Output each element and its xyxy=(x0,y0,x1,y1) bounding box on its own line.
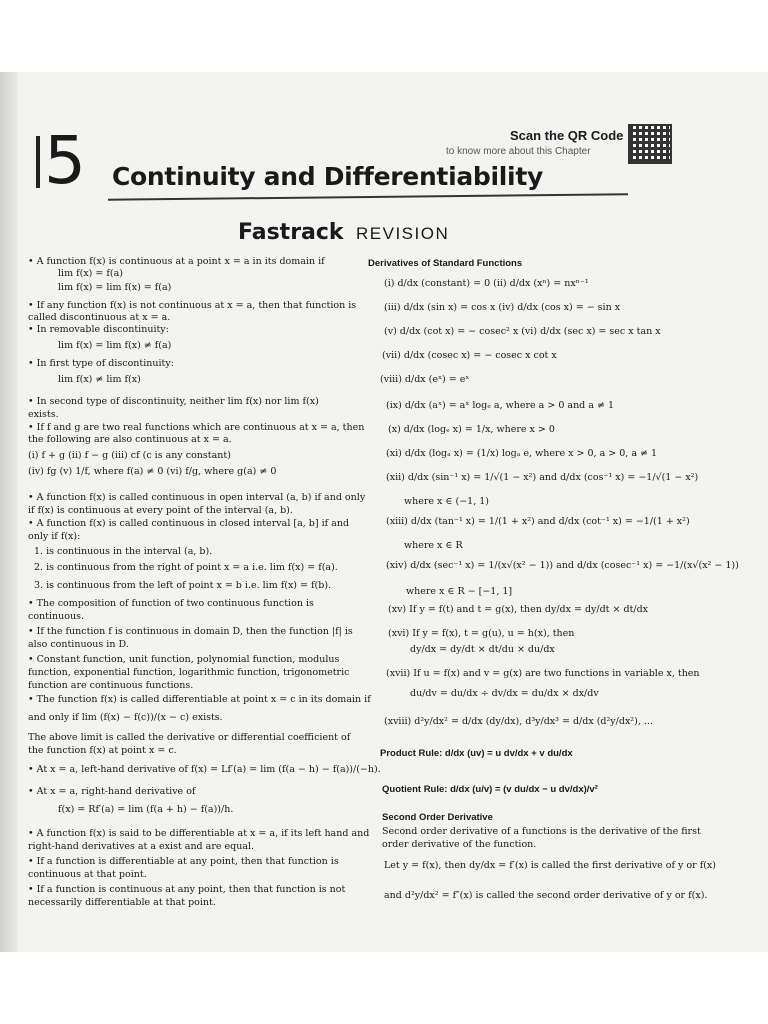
product-rule: Product Rule: d/dx (uv) = u dv/dx + v du/dx xyxy=(380,748,573,759)
right-line: Second order derivative of a functions is the derivative of the first xyxy=(382,826,701,837)
left-line: continuous. xyxy=(28,611,84,622)
left-line: 3. is continuous from the left of point x = b i.e. lim f(x) = f(b). xyxy=(34,580,332,591)
top-margin xyxy=(0,0,768,72)
left-line: • A function f(x) is continuous at a point x = a in its domain if xyxy=(28,256,325,267)
left-line: • If a function is differentiable at any point, then that function is xyxy=(28,856,339,867)
left-line: necessarily differentiable at that point. xyxy=(28,897,216,908)
left-line: • If a function is continuous at any point, then that function is not xyxy=(28,884,346,895)
right-line: (xiii) d/dx (tan⁻¹ x) = 1/(1 + x²) and d/dx (cot⁻¹ x) = −1/(1 + x²) xyxy=(386,516,690,527)
left-line: function are continuous functions. xyxy=(28,680,194,691)
left-line: • In removable discontinuity: xyxy=(28,324,169,335)
right-line: (xi) d/dx (logₐ x) = (1/x) logₐ e, where x > 0, a > 0, a ≠ 1 xyxy=(386,448,658,459)
chapter-number: 5 xyxy=(44,122,86,199)
right-line: where x ∈ R xyxy=(404,540,463,551)
left-line: (i) f + g (ii) f − g (iii) cf (c is any constant) xyxy=(28,450,231,461)
left-line: and only if lim (f(x) − f(c))/(x − c) exists. xyxy=(28,712,223,723)
right-line: Let y = f(x), then dy/dx = f′(x) is called the first derivative of y or f(x) xyxy=(384,860,716,871)
fastrack-brand: Fastrack xyxy=(238,220,344,245)
left-line: • If f and g are two real functions which are continuous at x = a, then xyxy=(28,422,365,433)
left-line: • In first type of discontinuity: xyxy=(28,358,174,369)
left-line: • A function f(x) is called continuous in open interval (a, b) if and only xyxy=(28,492,366,503)
left-line: • The function f(x) is called differentiable at point x = c in its domain if xyxy=(28,694,371,705)
left-line: • If the function f is continuous in domain D, then the function |f| is xyxy=(28,626,353,637)
left-line: • At x = a, left-hand derivative of f(x) = Lf′(a) = lim (f(a − h) − f(a))/(−h). xyxy=(28,764,381,775)
left-line: 2. is continuous from the right of point x = a i.e. lim f(x) = f(a). xyxy=(34,562,338,573)
left-line: lim f(x) ≠ lim f(x) xyxy=(58,374,141,385)
right-line: (xvi) If y = f(x), t = g(u), u = h(x), then xyxy=(388,628,575,639)
left-line: exists. xyxy=(28,409,59,420)
right-line: (xviii) d²y/dx² = d/dx (dy/dx), d³y/dx³ = d/dx (d²y/dx²), ... xyxy=(384,716,653,727)
quotient-rule: Quotient Rule: d/dx (u/v) = (v du/dx − u dv/dx)/v² xyxy=(382,784,598,795)
right-line: (xii) d/dx (sin⁻¹ x) = 1/√(1 − x²) and d/dx (cos⁻¹ x) = −1/√(1 − x²) xyxy=(386,472,699,483)
right-line: (iii) d/dx (sin x) = cos x (iv) d/dx (cos x) = − sin x xyxy=(384,302,621,313)
left-line: • The composition of function of two continuous function is xyxy=(28,598,314,609)
right-line: (v) d/dx (cot x) = − cosec² x (vi) d/dx (sec x) = sec x tan x xyxy=(384,326,661,337)
left-line: right-hand derivatives at a exist and are equal. xyxy=(28,841,255,852)
right-line: (vii) d/dx (cosec x) = − cosec x cot x xyxy=(382,350,557,361)
left-line: only if f(x): xyxy=(28,531,81,542)
revision-label: REVISION xyxy=(356,224,450,243)
left-line: if f(x) is continuous at every point of the interval (a, b). xyxy=(28,505,293,516)
left-line: continuous at that point. xyxy=(28,869,147,880)
right-line: du/dv = du/dx ÷ dv/dx = du/dx × dx/dv xyxy=(410,688,599,699)
left-line: f(x) = Rf′(a) = lim (f(a + h) − f(a))/h. xyxy=(58,804,234,815)
left-line: • If any function f(x) is not continuous at x = a, then that function is xyxy=(28,300,357,311)
qr-code-icon[interactable] xyxy=(628,124,672,164)
right-line: (i) d/dx (constant) = 0 (ii) d/dx (xⁿ) = nxⁿ⁻¹ xyxy=(384,278,589,289)
right-line: where x ∈ (−1, 1) xyxy=(404,496,489,507)
left-line: • A function f(x) is said to be differentiable at x = a, if its left hand and xyxy=(28,828,370,839)
left-line: function, exponential function, logarithmic function, trigonometric xyxy=(28,667,350,678)
right-line: dy/dx = dy/dt × dt/du × du/dx xyxy=(410,644,555,655)
left-line: lim f(x) = f(a) xyxy=(58,268,123,279)
left-line: • In second type of discontinuity, neither lim f(x) nor lim f(x) xyxy=(28,396,319,407)
left-line: • At x = a, right-hand derivative of xyxy=(28,786,196,797)
chapter-bar xyxy=(36,136,40,188)
right-line: (viii) d/dx (eˣ) = eˣ xyxy=(380,374,470,385)
qr-subtitle: to know more about this Chapter xyxy=(446,146,591,157)
left-line: • A function f(x) is called continuous in closed interval [a, b] if and xyxy=(28,518,350,529)
chapter-title: Continuity and Differentiability xyxy=(112,162,543,191)
section-heading: Second Order Derivative xyxy=(382,812,493,823)
left-line: • Constant function, unit function, polynomial function, modulus xyxy=(28,654,340,665)
left-line: The above limit is called the derivative or differential coefficient of xyxy=(28,732,351,743)
left-line: the following are also continuous at x = a. xyxy=(28,434,232,445)
right-line: where x ∈ R − [−1, 1] xyxy=(406,586,513,597)
left-line: called discontinuous at x = a. xyxy=(28,312,171,323)
right-line: and d²y/dx² = f″(x) is called the second order derivative of y or f(x). xyxy=(384,890,708,901)
section-heading: Derivatives of Standard Functions xyxy=(368,258,523,269)
qr-title: Scan the QR Code xyxy=(510,128,624,143)
right-line: (xv) If y = f(t) and t = g(x), then dy/dx = dy/dt × dt/dx xyxy=(388,604,649,615)
right-line: order derivative of the function. xyxy=(382,839,537,850)
left-line: lim f(x) = lim f(x) ≠ f(a) xyxy=(58,340,172,351)
right-line: (xvii) If u = f(x) and v = g(x) are two functions in variable x, then xyxy=(386,668,700,679)
left-line: also continuous in D. xyxy=(28,639,129,650)
bottom-margin xyxy=(0,952,768,1024)
left-line: 1. is continuous in the interval (a, b). xyxy=(34,546,213,557)
left-line: lim f(x) = lim f(x) = f(a) xyxy=(58,282,172,293)
right-line: (x) d/dx (logₑ x) = 1/x, where x > 0 xyxy=(388,424,555,435)
right-line: (ix) d/dx (aˣ) = aˣ logₑ a, where a > 0 and a ≠ 1 xyxy=(386,400,614,411)
left-line: the function f(x) at point x = c. xyxy=(28,745,177,756)
right-line: (xiv) d/dx (sec⁻¹ x) = 1/(x√(x² − 1)) and d/dx (cosec⁻¹ x) = −1/(x√(x² − 1)) xyxy=(386,560,739,571)
book-spine xyxy=(0,72,18,952)
left-line: (iv) fg (v) 1/f, where f(a) ≠ 0 (vi) f/g, where g(a) ≠ 0 xyxy=(28,466,277,477)
